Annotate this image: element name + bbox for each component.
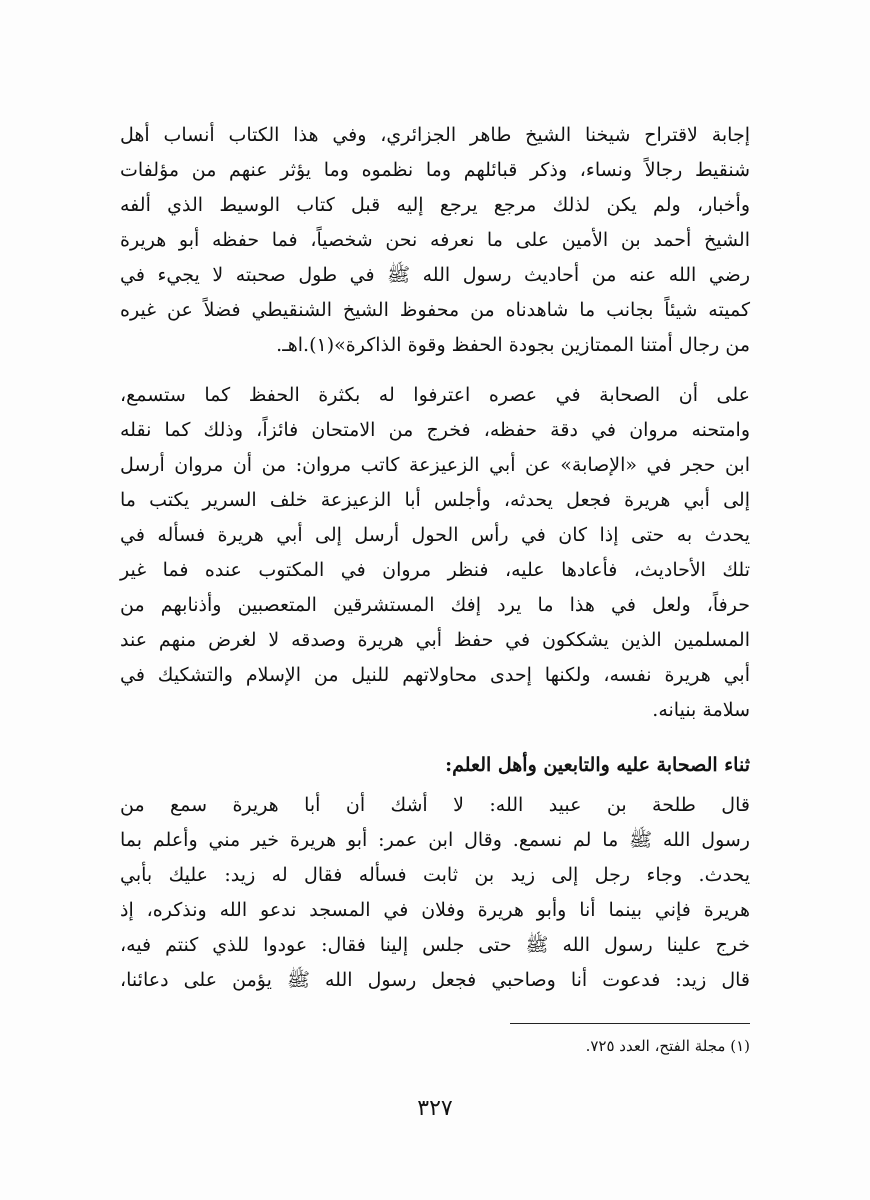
paragraph-companions-acknowledgment: [120, 378, 750, 728]
text-line: وامتحنه مروان في دقة حفظه، فخرج من الامتحان فائزاً، وذلك كما نقله: [120, 419, 750, 441]
text-line: إلى أبي هريرة فجعل يحدثه، وأجلس أبا الزعيزعة خلف السرير يكتب ما: [120, 489, 750, 511]
text-line: رضي الله عنه من أحاديث رسول الله ﷺ في طول صحبته لا يجيء في: [120, 264, 750, 286]
text-line: ابن حجر في «الإصابة» عن أبي الزعيزعة كاتب مروان: من أن مروان أرسل: [120, 454, 750, 476]
text-line: على أن الصحابة في عصره اعترفوا له بكثرة الحفظ كما ستسمع،: [120, 384, 750, 406]
footnote-divider: [510, 1023, 750, 1024]
text-line: يحدث به حتى إذا كان في رأس الحول أرسل إلى أبي هريرة فسأله في: [120, 524, 750, 546]
page-number: ٣٢٧: [417, 1096, 453, 1121]
text-line: قال زيد: فدعوت أنا وصاحبي فجعل رسول الله ﷺ يؤمن على دعائنا،: [120, 969, 750, 991]
text-line: أبي هريرة نفسه، ولكنها إحدى محاولاتهم للنيل من الإسلام والتشكيك في: [120, 664, 750, 686]
text-line: خرج علينا رسول الله ﷺ حتى جلس إلينا فقال: عودوا للذي كنتم فيه،: [120, 934, 750, 956]
paragraph-praise: [120, 788, 750, 998]
text-line: كميته شيئاً بجانب ما شاهدناه من محفوظ الشيخ الشنقيطي فضلاً عن غيره: [120, 299, 750, 321]
text-line: حرفاً، ولعل في هذا ما يرد إفك المستشرقين المتعصبين وأذنابهم من: [120, 594, 750, 616]
text-line: الشيخ أحمد بن الأمين على ما نعرفه نحن شخصياً، فما حفظه أبو هريرة: [120, 229, 750, 251]
text-line: سلامة بنيانه.: [652, 699, 750, 721]
text-line: شنقيط رجالاً ونساء، وذكر قبائلهم وما نظموه وما يؤثر عنهم من مؤلفات: [120, 159, 750, 181]
text-line: يحدث. وجاء رجل إلى زيد بن ثابت فسأله فقال له زيد: عليك بأبي: [120, 864, 750, 886]
text-line: إجابة لاقتراح شيخنا الشيخ طاهر الجزائري، وفي هذا الكتاب أنساب أهل: [120, 124, 750, 146]
footnote: (١) مجلة الفتح، العدد ٧٢٥.: [585, 1037, 750, 1055]
text-line: رسول الله ﷺ ما لم نسمع. وقال ابن عمر: أبو هريرة خير مني وأعلم بما: [120, 829, 750, 851]
section-heading: ثناء الصحابة عليه والتابعين وأهل العلم:: [445, 754, 750, 776]
paragraph-continued-quote: [120, 118, 750, 363]
text-line: تلك الأحاديث، فأعادها عليه، فنظر مروان في المكتوب عنده فما غير: [120, 559, 750, 581]
text-line: هريرة فإني بينما أنا وأبو هريرة وفلان في المسجد ندعو الله ونذكره، إذ: [120, 899, 750, 921]
text-line: من رجال أمتنا الممتازين بجودة الحفظ وقوة الذاكرة»(١).اهـ.: [276, 334, 750, 356]
text-line: قال طلحة بن عبيد الله: لا أشك أن أبا هريرة سمع من: [120, 794, 750, 816]
text-line: المسلمين الذين يشككون في حفظ أبي هريرة وصدقه لا لغرض منهم عند: [120, 629, 750, 651]
text-line: وأخبار، ولم يكن لذلك مرجع يرجع إليه قبل كتاب الوسيط الذي ألفه: [120, 194, 750, 216]
